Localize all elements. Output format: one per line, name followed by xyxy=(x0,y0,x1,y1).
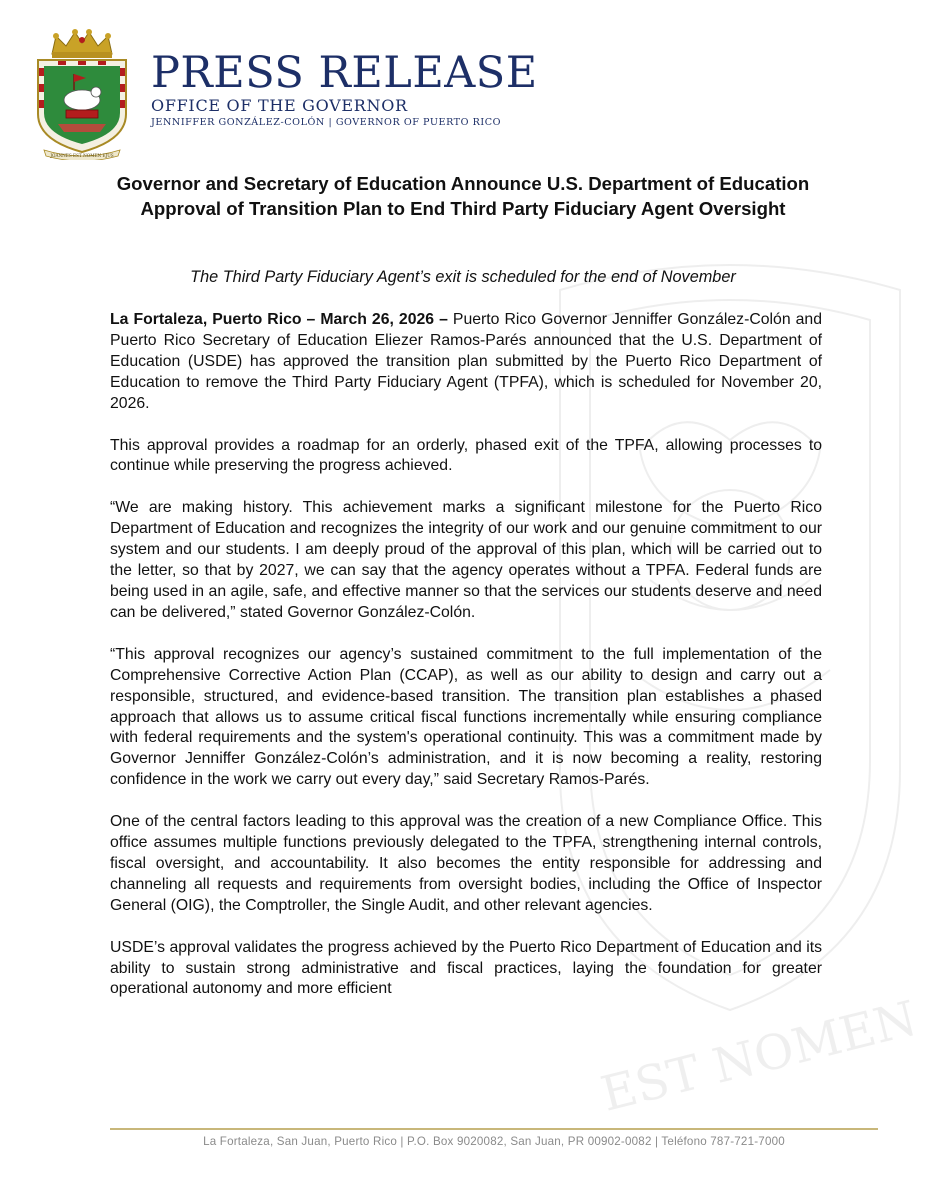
governor-subtitle: JENNIFFER GONZÁLEZ-COLÓN | GOVERNOR OF PUERTO RICO xyxy=(151,117,502,128)
paragraph-6: USDE’s approval validates the progress achieved by the Puerto Rico Department of Education and its ability to sustain strong administrative and fiscal practices, laying the foundation for greater operational autonomy and more efficient xyxy=(110,938,822,998)
puerto-rico-coat-of-arms-icon xyxy=(30,28,134,160)
letterhead-brand xyxy=(151,50,538,129)
paragraph-4: “This approval recognizes our agency’s sustained commitment to the full implementation of the Comprehensive Corrective Action Plan (CCAP), as well as our ability to design and carry out a responsible, structured, and evidence-based transition. The transition plan establishes a phased approach that allows us to assume critical fiscal functions incrementally while ensuring compliance with federal requirements and the system's operational continuity. This was a commitment made by Governor Jenniffer González-Colón’s administration, and it is now becoming a reality, restoring confidence in the work we carry out every day,” said Secretary Ramos-Parés. xyxy=(110,645,822,789)
subheadline: The Third Party Fiduciary Agent’s exit is scheduled for the end of November xyxy=(190,268,736,286)
paragraph-1 xyxy=(110,310,822,415)
paragraph-3: “We are making history. This achievement marks a significant milestone for the Puerto Rico Department of Education and recognizes the integrity of our work and our genuine commitment to our system and our students. I am deeply proud of the approval of this plan, which will be carried out to the letter, so that by 2027, we can say that the agency operates without a TPFA. Federal funds are being used in an agile, safe, and effective manner so that the services our students deserve and need can be delivered,” stated Governor González-Colón. xyxy=(110,499,822,621)
footer-address: La Fortaleza, San Juan, Puerto Rico | P.O. Box 9020082, San Juan, PR 00902-0082 | Teléfono 787-721-7000 xyxy=(203,1135,785,1148)
letterhead xyxy=(30,28,590,163)
paragraph-2: This approval provides a roadmap for an orderly, phased exit of the TPFA, allowing processes to continue while preserving the progress achieved. xyxy=(110,436,822,475)
paragraph-1-text: Puerto Rico Governor Jenniffer González-Colón and Puerto Rico Secretary of Education Eliezer Ramos-Parés announced that the U.S. Department of Education (USDE) has approved the transition plan submitted by the Puerto Rico Department of Education to remove the Third Party Fiduciary Agent (TPFA), which is scheduled for November 20, 2026. xyxy=(110,311,822,412)
article-body xyxy=(110,310,822,1000)
footer-divider xyxy=(110,1128,878,1130)
press-release-title: PRESS RELEASE xyxy=(151,48,538,98)
headline: Governor and Secretary of Education Announce U.S. Department of Education Approval of Transition Plan to End Third Party Fiduciary Agent Oversight xyxy=(116,173,810,219)
crown-icon xyxy=(52,29,112,58)
office-of-the-governor: OFFICE OF THE GOVERNOR xyxy=(151,96,408,115)
dateline: La Fortaleza, Puerto Rico – March 26, 2026 – xyxy=(110,311,448,328)
seal-motto: JOANNES EST NOMEN EJUS xyxy=(50,153,114,158)
watermark-text: EST NOMEN xyxy=(595,990,923,1123)
paragraph-5: One of the central factors leading to this approval was the creation of a new Compliance Office. This office assumes multiple functions previously delegated to the TPFA, strengthening internal controls, fiscal oversight, and accountability. It also becomes the entity responsible for addressing and channeling all requests and requirements from oversight bodies, including the Office of Inspector General (OIG), the Comptroller, the Single Audit, and other relevant agencies. xyxy=(110,813,822,914)
